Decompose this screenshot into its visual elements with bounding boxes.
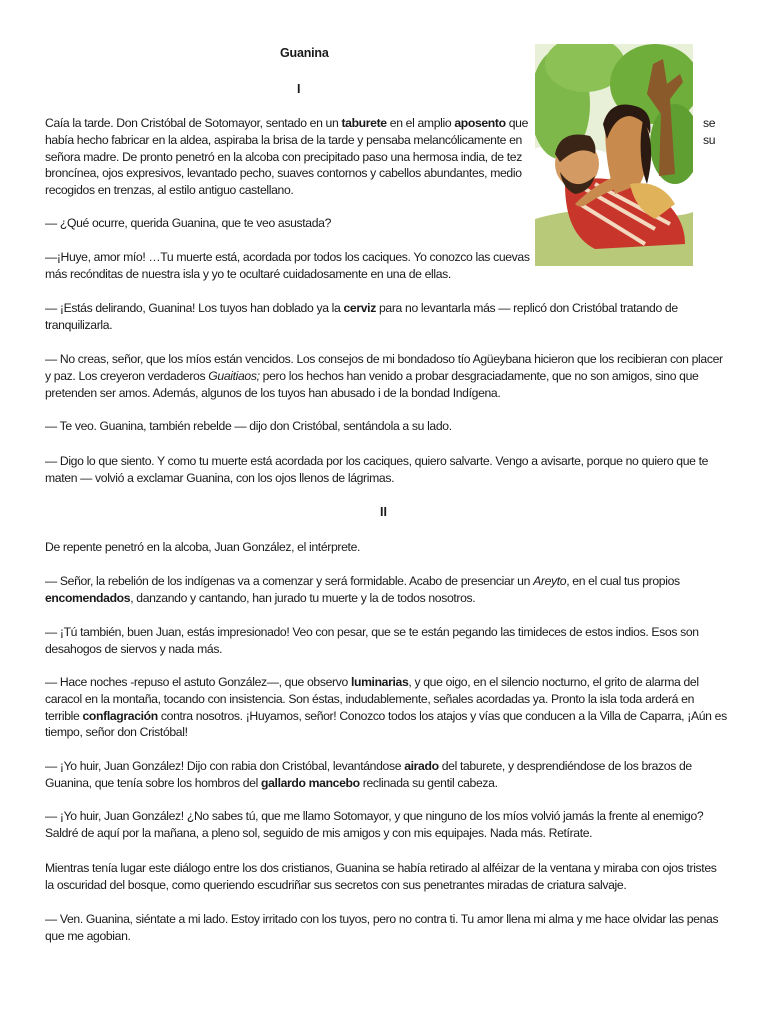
paragraph-8 [45,539,721,556]
bold-term: cerviz [343,301,376,315]
document-title: Guanina [280,46,329,60]
text-run: pero los hechos han venido a probar desgraciadamente, que no son amigos, sino que [259,368,699,383]
text-line: — No creas, señor, que los míos están vencidos. Los consejos de mi bondadoso tío Agüeybana hicieron que los recibieran con placer [45,352,723,366]
paragraph-4 [45,300,721,334]
text-line: broncínea, ojos expresivos, levantado pecho, suaves contornos y cabellos abundantes, medio [45,166,522,181]
text-run: Guanina, que tenía sobre los hombros del [45,775,262,790]
text-line: pretenden ser amos. Además, algunos de los tuyos han abusado i de la bondad Indígena. [45,385,501,400]
text-line: tiempo, señor don Cristóbal! [45,725,188,740]
text-run: — Hace noches -repuso el astuto González—, que observo [45,675,351,689]
text-line: que me agobian. [45,928,131,943]
text-run: del taburete, y desprendiéndose de los brazos de [438,759,692,773]
bold-term: encomendados [45,590,131,605]
paragraph-9 [45,573,721,607]
text-line: recogidos en trenzas, al estilo antiguo castellano. [45,183,294,198]
text-line: —¡Huye, amor mío! …Tu muerte está, acordada por todos los caciques. Yo conozco las cuevas [45,250,530,264]
bold-term: taburete [341,116,387,130]
text-run: contra nosotros. ¡Huyamos, señor! Conozco todos los atajos y vías que conducen a la Villa de Caparra, ¡Aún es [157,708,727,723]
bold-term: airado [404,759,439,773]
text-line: — ¡Tú también, buen Juan, estás impresionado! Veo con pesar, que se te están pegando las timideces de estos indios. Esos son [45,625,699,639]
text-line: De repente penetró en la alcoba, Juan González, el intérprete. [45,540,361,554]
paragraph-6 [45,418,721,435]
paragraph-5 [45,351,721,401]
text-run: , y que oigo, en el silencio nocturno, el grito de alarma del [408,675,699,689]
paragraph-15 [45,911,721,945]
text-run: su [703,132,716,147]
bold-term: aposento [454,116,506,130]
text-line: más recónditas de nuestra isla y yo te ocultaré cuidadosamente en una de ellas. [45,266,451,281]
text-line: — ¿Qué ocurre, querida Guanina, que te veo asustada? [45,216,331,230]
italic-term: Areyto [533,574,567,588]
text-line: — ¡Yo huir, Juan González! ¿No sabes tú, que me llamo Sotomayor, y que ninguno de los míos volvió jamás la frente al enemigo? [45,809,704,823]
text-run: y paz. Los creyeron verdaderos [45,368,209,383]
text-run: — ¡Yo huir, Juan González! Dijo con rabia don Cristóbal, levantándose [45,759,405,773]
paragraph-2 [45,215,721,232]
text-line: desahogos de siervos y nada más. [45,641,223,656]
paragraph-3 [45,249,721,283]
paragraph-13 [45,808,721,842]
paragraph-7 [45,453,721,487]
text-run: reclinada su gentil cabeza. [359,775,498,790]
paragraph-10 [45,624,721,658]
text-run: — Señor, la rebelión de los indígenas va a comenzar y será formidable. Acabo de presenciar un [45,574,534,588]
text-line: señora madre. De pronto penetró en la alcoba con precipitado paso una hermosa india, de tez [45,149,522,164]
text-run: , danzando y cantando, han jurado tu muerte y la de todos nosotros. [130,590,476,605]
text-run: en el amplio [386,116,455,130]
text-line: caracol en la montaña, tocando con insistencia. Son éstas, indudablemente, señales acordadas ya. Pronto la isla toda arderá en [45,691,694,706]
text-run: terrible [45,708,83,723]
text-run: — ¡Estás delirando, Guanina! Los tuyos han doblado ya la [45,301,344,315]
text-run: Caía la tarde. Don Cristóbal de Sotomayor, sentado en un [45,116,342,130]
text-line: — Digo lo que siento. Y como tu muerte está acordada por los caciques, quiero salvarte. Vengo a avisarte, porque no quiero que te [45,454,709,468]
text-run: se [703,116,716,130]
paragraph-1 [45,115,721,199]
text-line: tranquilizarla. [45,317,113,332]
text-line: — Ven. Guanina, siéntate a mi lado. Estoy irritado con los tuyos, pero no contra ti. Tu amor llena mi alma y me hace olvidar las penas [45,912,719,926]
bold-term: luminarias [350,675,409,689]
paragraph-11 [45,674,727,741]
paragraph-14 [45,860,721,894]
text-line: Mientras tenía lugar este diálogo entre los dos cristianos, Guanina se había retirado al alféizar de la ventana y miraba con ojos tristes [45,861,717,875]
text-run: para no levantarla más — replicó don Cristóbal tratando de [375,301,678,315]
text-line: la oscuridad del bosque, como queriendo escudriñar sus secretos con sus penetrantes miradas de criatura salvaje. [45,877,627,892]
text-run: que [505,116,529,130]
paragraph-12 [45,758,721,792]
bold-term: conflagración [82,708,158,723]
text-line: maten — volvió a exclamar Guanina, con los ojos llenos de lágrimas. [45,470,395,485]
text-line: Saldré de aquí por la mañana, a pleno sol, seguido de mis amigos y con mis equipajes. Nada más. Retírate. [45,825,593,840]
section-heading-2: II [380,505,387,519]
text-line: — Te veo. Guanina, también rebelde — dijo don Cristóbal, sentándola a su lado. [45,419,452,433]
text-run: había hecho fabricar en la aldea, aspiraba la brisa de la tarde y pensaba melancólicamente en [45,132,522,147]
text-run: , en el cual tus propios [566,574,680,588]
section-heading-1: I [297,82,301,96]
bold-term: gallardo mancebo [261,775,360,790]
italic-term: Guaitiaos; [208,368,260,383]
